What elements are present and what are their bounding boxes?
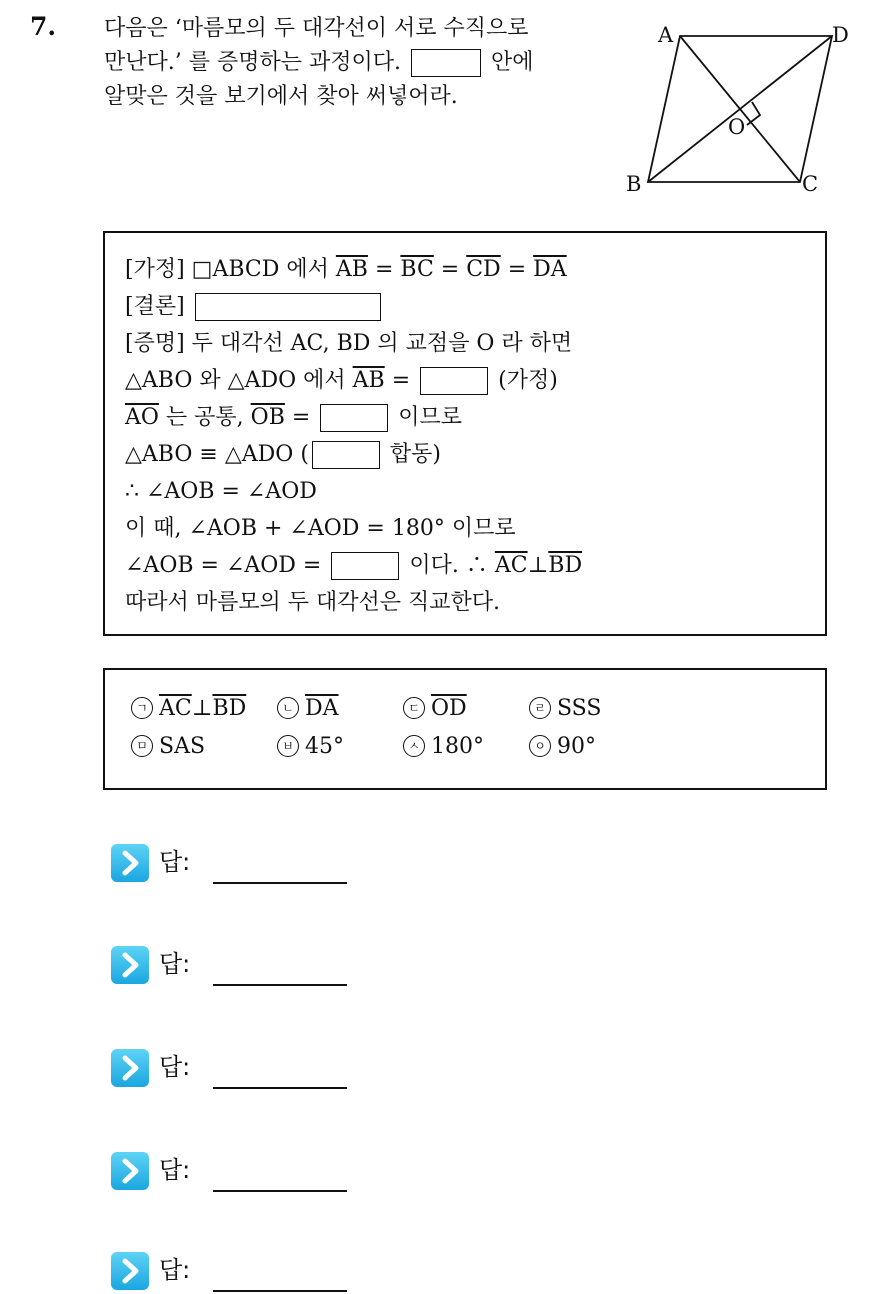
label-d: D: [832, 23, 849, 47]
answer-label: 답:: [159, 1156, 191, 1184]
line9-mid: 이다. ∴: [402, 553, 495, 578]
choice-marker: ㅇ: [529, 735, 551, 757]
label-o: O: [728, 115, 746, 139]
chevron-right-icon: [111, 1049, 149, 1087]
answer-row-4: [111, 1150, 371, 1194]
chevron-right-icon: [111, 1152, 149, 1190]
choice-marker: ㄷ: [403, 697, 425, 719]
label-a: A: [658, 23, 674, 47]
chevron-right-icon: [111, 1252, 149, 1290]
question-line-3: 알맞은 것을 보기에서 찾아 써넣어라.: [104, 84, 458, 109]
assumption-label: [가정]: [125, 257, 192, 282]
proof-intro: [증명] 두 대각선 AC, BD 의 교점을 O 라 하면: [125, 331, 573, 356]
segment-ao: $\overline{AO}$: [125, 405, 159, 430]
question-line-2-text: 만난다.’ 를 증명하는 과정이다.: [104, 50, 401, 75]
equals-sign: =: [384, 368, 418, 393]
blank-box-conclusion: [195, 293, 381, 321]
segment-cd: $\overline{CD}$: [466, 257, 501, 282]
question-line-2-tail: 안에: [490, 50, 534, 75]
answer-input-line[interactable]: [213, 984, 347, 986]
line6-suffix: 합동): [382, 442, 441, 467]
answer-input-line[interactable]: [213, 1290, 347, 1292]
proof-line-10: 따라서 마름모의 두 대각선은 직교한다.: [125, 590, 500, 615]
choice-4: [529, 696, 601, 721]
segment-ab: $\overline{AB}$: [352, 368, 385, 393]
perp-symbol: ⊥: [527, 553, 549, 578]
segment-bc: $\overline{BC}$: [400, 257, 434, 282]
proof-line-6: [125, 436, 825, 473]
choice-marker: ㅂ: [277, 735, 299, 757]
choice-marker: ㄴ: [277, 697, 299, 719]
proof-conclusion: [125, 288, 825, 325]
equals-sign: =: [433, 257, 467, 282]
choice-text: SSS: [557, 696, 602, 721]
answer-label: 답:: [159, 950, 191, 978]
choice-7: [403, 734, 484, 759]
conclusion-label: [결론]: [125, 294, 185, 319]
segment-ab: $\overline{AB}$: [335, 257, 368, 282]
equals-sign: =: [367, 257, 401, 282]
answer-row-3: [111, 1047, 371, 1091]
choice-text: SAS: [159, 734, 206, 759]
proof-line-9: [125, 547, 825, 584]
answer-row-5: [111, 1250, 371, 1294]
choice-text: 180°: [431, 734, 484, 759]
choices-box: [103, 668, 827, 790]
choice-3: [403, 696, 467, 721]
answer-input-line[interactable]: [213, 1190, 347, 1192]
line9-prefix: ∠AOB = ∠AOD =: [125, 553, 329, 578]
proof-line-7: ∴ ∠AOB = ∠AOD: [125, 479, 317, 504]
proof-assumption: [125, 251, 825, 288]
line5-mid: 는 공통,: [158, 405, 251, 430]
proof-line-8: 이 때, ∠AOB + ∠AOD = 180° 이므로: [125, 516, 516, 541]
equals-sign: =: [284, 405, 318, 430]
choice-text: $\overline{OD}$: [431, 696, 467, 721]
question-line-2: [104, 46, 624, 80]
blank-box-2: [320, 404, 388, 432]
choice-text: 90°: [557, 734, 596, 759]
right-angle-mark: [747, 102, 760, 125]
question-number: 7.: [30, 12, 57, 41]
rhombus-figure: [624, 16, 864, 200]
chevron-right-icon: [111, 946, 149, 984]
segment-ac: $\overline{AC}$: [494, 553, 528, 578]
choice-marker: ㄱ: [131, 697, 153, 719]
answer-input-line[interactable]: [213, 1087, 347, 1089]
answer-row-2: [111, 944, 371, 988]
segment-bd: $\overline{BD}$: [548, 553, 583, 578]
line6-prefix: △ABO ≡ △ADO (: [125, 442, 309, 467]
question-text: [104, 12, 624, 114]
choice-5: [131, 734, 205, 759]
question-line-1: 다음은 ‘마름모의 두 대각선이 서로 수직으로: [104, 16, 529, 41]
proof-line-4: [125, 362, 825, 399]
blank-box-4: [331, 552, 399, 580]
blank-box-3: [312, 441, 380, 469]
chevron-right-icon: [111, 844, 149, 882]
choice-8: [529, 734, 596, 759]
line4-prefix: △ABO 와 △ADO 에서: [125, 368, 353, 393]
blank-box-inline: [411, 49, 481, 77]
label-c: C: [802, 172, 819, 196]
blank-box-1: [420, 367, 488, 395]
segment-ob: $\overline{OB}$: [250, 405, 285, 430]
equals-sign: =: [500, 257, 534, 282]
proof-box: [103, 231, 827, 636]
choice-6: [277, 734, 344, 759]
choice-text: ⊥: [191, 696, 213, 721]
choice-2: [277, 696, 339, 721]
assumption-shape: □ABCD 에서: [191, 257, 336, 282]
choice-marker: ㅁ: [131, 735, 153, 757]
line4-suffix: (가정): [491, 368, 558, 393]
choice-text: 45°: [305, 734, 344, 759]
choice-text: $\overline{AC}$: [159, 696, 192, 721]
line5-suffix: 이므로: [391, 405, 463, 430]
answer-label: 답:: [159, 1053, 191, 1081]
choice-marker: ㄹ: [529, 697, 551, 719]
segment-da: $\overline{DA}$: [533, 257, 567, 282]
answer-row-1: [111, 842, 371, 886]
label-b: B: [626, 172, 642, 196]
choice-marker: ㅅ: [403, 735, 425, 757]
choice-1: [131, 696, 246, 721]
answer-label: 답:: [159, 848, 191, 876]
choice-text: $\overline{BD}$: [212, 696, 247, 721]
choice-text: $\overline{DA}$: [305, 696, 339, 721]
proof-line-5: [125, 399, 825, 436]
answer-label: 답:: [159, 1256, 191, 1284]
answer-input-line[interactable]: [213, 882, 347, 884]
